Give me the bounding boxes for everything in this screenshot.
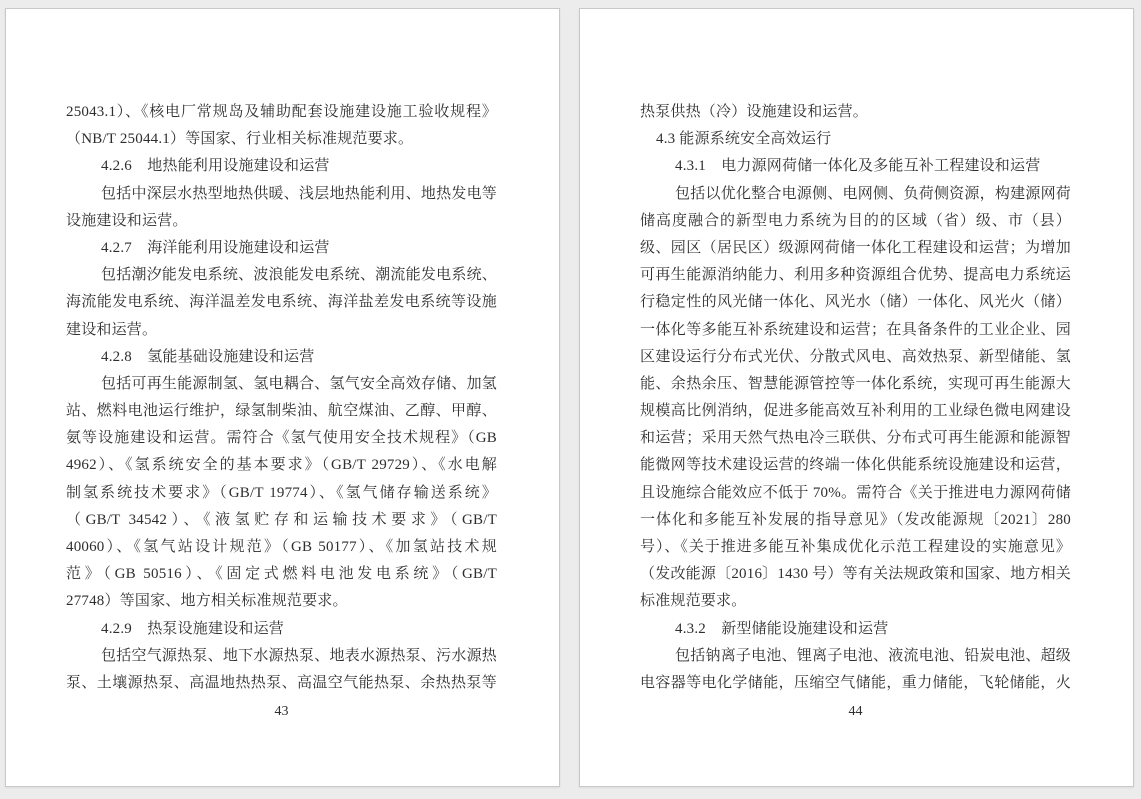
- text-line: 区建设运行分布式光伏、分散式风电、高效热泵、新型储能、氢: [640, 348, 1071, 365]
- text-line: 储高度融合的新型电力系统为目的的区域（省）级、市（县）: [640, 212, 1071, 229]
- text-line: 氨等设施建设和运营。需符合《氢气使用安全技术规程》（GB: [66, 430, 497, 447]
- text-line: 范》（GB 50516）、《固定式燃料电池发电系统》（GB/T: [66, 566, 497, 583]
- text-line: 能、余热余压、智慧能源管控等一体化系统，实现可再生能源大: [640, 375, 1071, 392]
- section-heading: 4.3 能源系统安全高效运行: [656, 131, 832, 148]
- section-heading: 4.3.2 新型储能设施建设和运营: [675, 620, 889, 637]
- text-line: 和运营；采用天然气热电冷三联供、分布式可再生能源和能源智: [640, 430, 1071, 447]
- text-line: 包括潮汐能发电系统、波浪能发电系统、潮流能发电系统、: [101, 267, 497, 284]
- text-line: 行稳定性的风光储一体化、风光水（储）一体化、风光火（储）: [640, 294, 1071, 311]
- text-line: （发改能源〔2016〕1430 号）等有关法规政策和国家、地方相关: [640, 566, 1071, 583]
- section-heading: 4.2.6 地热能利用设施建设和运营: [101, 158, 330, 175]
- text-line: 热泵供热（冷）设施建设和运营。: [640, 104, 869, 120]
- text-line: 包括空气源热泵、地下水源热泵、地表水源热泵、污水源热: [101, 647, 497, 664]
- text-line: 包括以优化整合电源侧、电网侧、负荷侧资源，构建源网荷: [675, 185, 1071, 202]
- text-line: 且设施综合能效应不低于 70%。需符合《关于推进电力源网荷储: [640, 484, 1071, 501]
- text-line: 27748）等国家、地方相关标准规范要求。: [66, 593, 348, 610]
- text-line: 标准规范要求。: [640, 593, 747, 610]
- section-heading: 4.2.7 海洋能利用设施建设和运营: [101, 239, 330, 256]
- page-number: 44: [848, 704, 863, 720]
- text-line: 一体化等多能互补系统建设和运营；在具备条件的工业企业、园: [640, 321, 1071, 338]
- document-spread: [5, 8, 1134, 787]
- section-heading: 4.2.9 热泵设施建设和运营: [101, 620, 285, 637]
- text-line: 能微网等技术建设运营的终端一体化供能系统设施建设和运营，: [640, 457, 1071, 474]
- document-page-right: [579, 8, 1134, 787]
- text-line: 电容器等电化学储能，压缩空气储能，重力储能，飞轮储能，火: [640, 674, 1071, 691]
- text-line: 40060）、《氢气站设计规范》（GB 50177）、《加氢站技术规: [66, 539, 497, 555]
- text-line: 站、燃料电池运行维护，绿氢制柴油、航空煤油、乙醇、甲醇、: [66, 403, 497, 420]
- page-number: 43: [274, 704, 289, 720]
- text-line: 可再生能源消纳能力、利用多种资源组合优势、提高电力系统运: [640, 267, 1071, 284]
- text-line: （GB/T 34542）、《液氢贮存和运输技术要求》（GB/T: [66, 511, 497, 528]
- text-line: 号）、《关于推进多能互补集成优化示范工程建设的实施意见》: [640, 539, 1071, 555]
- section-heading: 4.2.8 氢能基础设施建设和运营: [101, 348, 315, 365]
- text-line: 包括可再生能源制氢、氢电耦合、氢气安全高效存储、加氢: [101, 375, 497, 392]
- text-line: 4962）、《氢系统安全的基本要求》（GB/T 29729）、《水电解: [66, 457, 497, 474]
- text-line: 级、园区（居民区）级源网荷储一体化工程建设和运营；为增加: [640, 239, 1071, 256]
- text-line: 一体化和多能互补发展的指导意见》（发改能源规〔2021〕280: [640, 511, 1071, 528]
- text-line: 建设和运营。: [66, 321, 158, 338]
- text-line: 泵、土壤源热泵、高温地热热泵、高温空气能热泵、余热热泵等: [66, 674, 497, 691]
- text-line: 包括钠离子电池、锂离子电池、液流电池、铅炭电池、超级: [675, 647, 1071, 664]
- text-line: 25043.1）、《核电厂常规岛及辅助配套设施建设施工验收规程》: [66, 104, 497, 120]
- text-line: 包括中深层水热型地热供暖、浅层地热能利用、地热发电等: [101, 185, 497, 202]
- section-heading: 4.3.1 电力源网荷储一体化及多能互补工程建设和运营: [675, 158, 1041, 175]
- document-page-left: [5, 8, 560, 787]
- text-line: 海流能发电系统、海洋温差发电系统、海洋盐差发电系统等设施: [66, 294, 497, 311]
- text-line: （NB/T 25044.1）等国家、行业相关标准规范要求。: [66, 131, 414, 148]
- text-line: 规模高比例消纳，促进多能高效互补利用的工业绿色微电网建设: [640, 403, 1071, 420]
- text-line: 制氢系统技术要求》（GB/T 19774）、《氢气储存输送系统》: [66, 484, 497, 501]
- text-line: 设施建设和运营。: [66, 212, 188, 229]
